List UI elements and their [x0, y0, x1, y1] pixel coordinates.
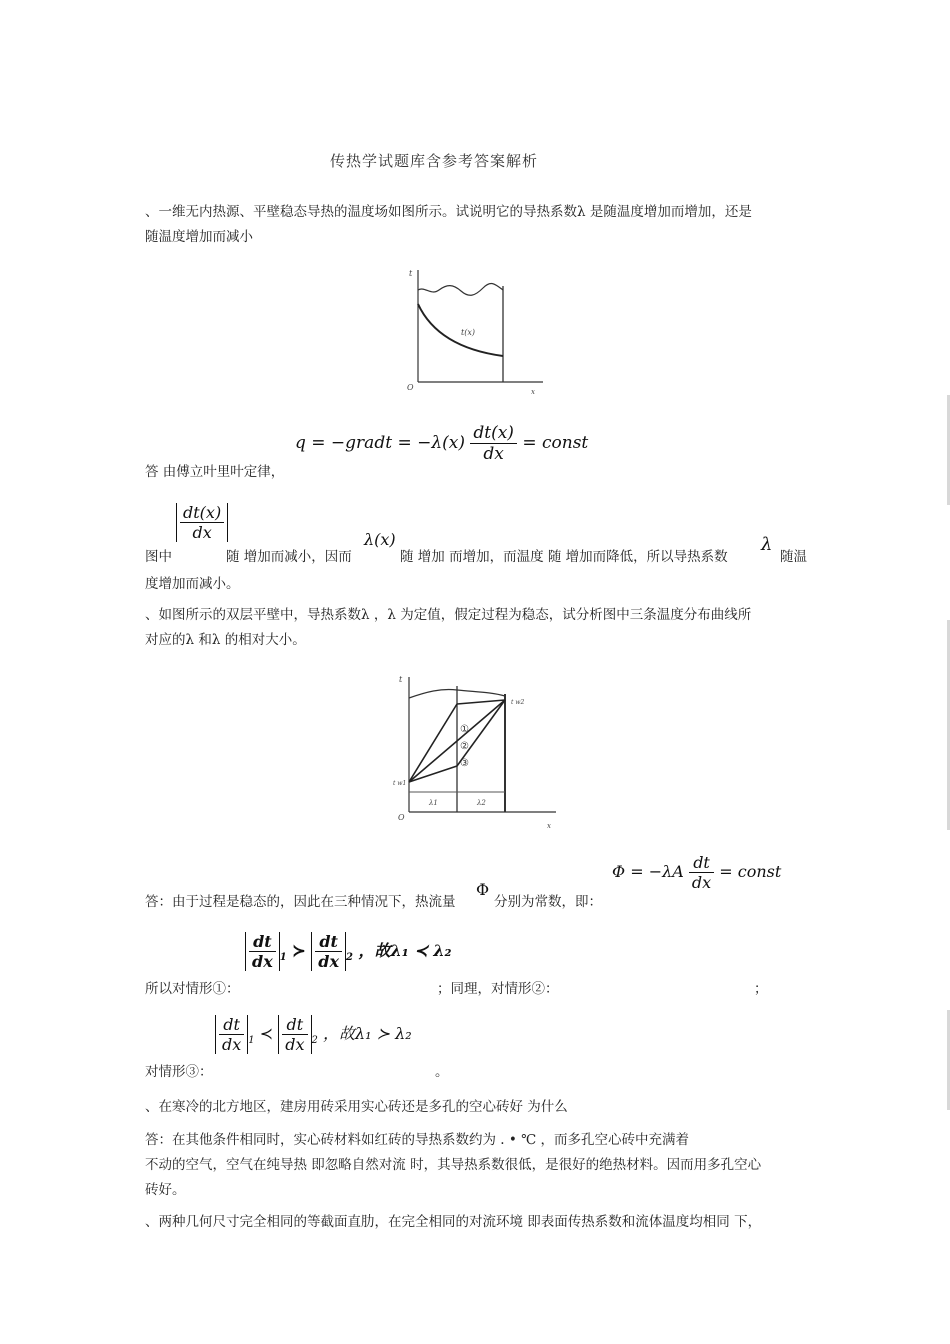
fig2-tw1-label: t w1 [393, 780, 407, 787]
fig1-origin-label: O [407, 383, 414, 392]
phi-symbol: Φ [476, 880, 490, 899]
q1-answer-prefix: 答 由傅立叶里叶定律， [145, 464, 285, 480]
q1-line2: 随温度增加而减小 [145, 229, 253, 245]
q1-line3-c: 随 增加 而增加，而温度 随 增加而降低，所以导热系数 [400, 549, 728, 565]
fig2-origin-label: O [398, 813, 405, 822]
lambda-x: λ(x) [364, 530, 396, 549]
figure-2-plot [381, 662, 570, 832]
q3-line1: 、在寒冷的北方地区，建房用砖采用实心砖还是多孔的空心砖好 为什么 [145, 1099, 568, 1115]
case2-end: ； [754, 981, 768, 997]
fig1-t-label: t [409, 269, 413, 278]
fig2-x-label: x [547, 822, 551, 830]
fig2-curve3-a [409, 766, 457, 782]
case3-label: 对情形③： [145, 1064, 213, 1080]
figure-1 [403, 262, 546, 397]
fig2-lambda1-label: λ1 [429, 799, 438, 807]
lambda-symbol: λ [761, 534, 773, 555]
fig2-tw2-label: t w2 [511, 699, 525, 706]
fourier-fraction: $\frac{dt(x)}{dx}$ [470, 423, 517, 464]
fig2-label-2: ② [460, 741, 469, 752]
flux-fraction: $\frac{dt}{dx}$ [689, 853, 714, 892]
fig1-x-label: x [531, 388, 535, 396]
case1-label: 所以对情形①： [145, 981, 240, 997]
q3-answer-1: 答：在其他条件相同时，实心砖材料如红砖的导热系数约为 . • ℃ ，而多孔空心砖中充满着 [145, 1132, 690, 1148]
q3-answer-3: 砖好。 [145, 1182, 186, 1198]
q2-line2: 对应的λ 和λ 的相对大小。 [145, 632, 306, 648]
fourier-formula [295, 423, 588, 464]
fourier-left: q = −gradt = −λ(x) [295, 433, 465, 453]
page-title: 传热学试题库含参考答案解析 [330, 152, 539, 170]
abs-gradient: $\frac{dt(x)}{dx}$ [176, 503, 228, 542]
q1-line3-d: 随温 [780, 549, 807, 565]
case1-formula: $\frac{dt}{dx}$ $_1$ ≻ $\frac{dt}{dx}$ $_2$ ，故λ₁ ≺ λ₂ [245, 932, 452, 971]
fig1-wavy-top [418, 284, 503, 296]
fig2-curve1-a [409, 704, 457, 782]
figure-2 [381, 662, 570, 832]
q1-line4: 度增加而减小。 [145, 576, 240, 592]
fig2-label-3: ③ [460, 758, 469, 769]
fig2-t-label: t [399, 675, 403, 684]
q3-answer-2: 不动的空气，空气在纯导热 即忽略自然对流 时，其导热系数很低，是很好的绝热材料。因而用多孔空心 [145, 1157, 762, 1173]
q2-line1: 、如图所示的双层平壁中，导热系数λ ，λ 为定值，假定过程为稳态，试分析图中三条温度分布曲线所 [145, 607, 752, 623]
q4-line1: 、两种几何尺寸完全相同的等截面直肋，在完全相同的对流环境 即表面传热系数和流体温度均相同 下， [145, 1214, 762, 1230]
case3-end: 。 [435, 1064, 449, 1080]
q1-line3-a: 图中 [145, 549, 172, 565]
fig2-label-1: ① [460, 724, 469, 735]
q1-line3-b: 随 增加而减小，因而 [226, 549, 352, 565]
q2-answer-b: 分别为常数，即： [494, 894, 602, 910]
flux-formula: Φ = −λA $\frac{dt}{dx}$ = const [612, 853, 782, 892]
figure-1-plot [403, 262, 546, 397]
q2-answer: 答：由于过程是稳态的，因此在三种情况下，热流量 [145, 894, 456, 910]
case2-text: ；同理，对情形②： [437, 981, 559, 997]
case3-formula: $\frac{dt}{dx}$ $_1$ ≺ $\frac{dt}{dx}$ $_2$ ，故λ₁ ≻ λ₂ [215, 1015, 412, 1054]
fig2-curve1-b [457, 700, 505, 704]
fourier-right: = const [522, 433, 589, 453]
q1-line1: 、一维无内热源、平壁稳态导热的温度场如图所示。试说明它的导热系数λ 是随温度增加而增加，还是 [145, 204, 752, 220]
fig2-lambda2-label: λ2 [477, 799, 486, 807]
fig1-curve-label: t(x) [461, 328, 475, 337]
